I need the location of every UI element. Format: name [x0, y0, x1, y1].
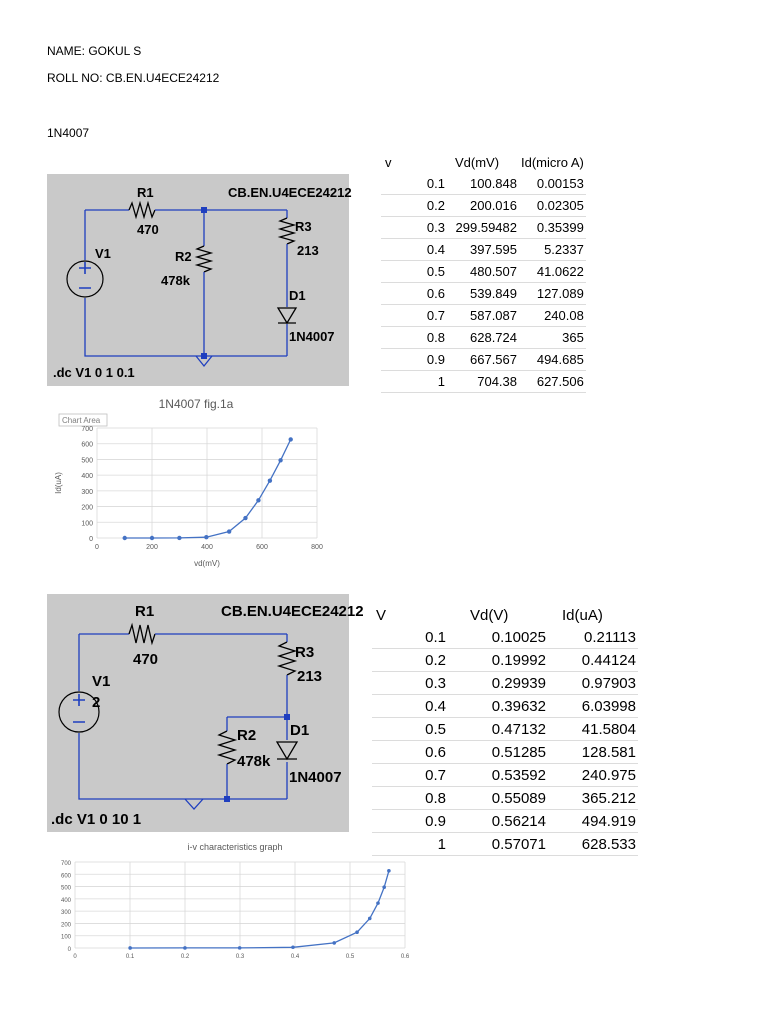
student-name: NAME: GOKUL S — [47, 44, 142, 58]
c2-d1-label: D1 — [290, 722, 310, 739]
chart-1 — [47, 388, 349, 586]
table-cell: 0.44124 — [548, 649, 638, 672]
header-cell: Id(micro A) — [521, 155, 584, 170]
series-line — [125, 439, 291, 538]
data-table-1 — [381, 152, 586, 393]
roll-number: ROLL NO: CB.EN.U4ECE24212 — [47, 71, 220, 85]
table-cell: 628.533 — [548, 833, 638, 856]
data-point — [289, 437, 293, 441]
table-cell: 299.59482 — [447, 217, 519, 239]
table-row — [381, 239, 586, 261]
table-cell: 128.581 — [548, 741, 638, 764]
header-cell: V — [376, 606, 387, 624]
y-tick-label: 300 — [60, 910, 71, 917]
data-point — [278, 458, 282, 462]
c1-r1-value: 470 — [137, 222, 159, 237]
table-cell: 0.6 — [381, 283, 447, 305]
x-tick-label: 600 — [256, 544, 268, 551]
table-cell: 127.089 — [519, 283, 586, 305]
data-point — [123, 536, 127, 540]
table-cell: 0.53592 — [448, 764, 548, 787]
table-cell: 200.016 — [447, 195, 519, 217]
table-cell: 0.47132 — [448, 718, 548, 741]
y-tick-label: 700 — [60, 861, 71, 867]
table-cell: 0.19992 — [448, 649, 548, 672]
table-cell: 494.919 — [548, 810, 638, 833]
c2-v1-value: 2 — [92, 694, 101, 711]
y-tick-label: 0 — [89, 536, 93, 543]
table-cell: 0.56214 — [448, 810, 548, 833]
circuit-1-drawing — [47, 174, 352, 386]
x-tick-label: 200 — [146, 544, 158, 551]
c2-r1-label: R1 — [135, 603, 155, 620]
chart-2-plot — [47, 840, 423, 962]
header-cell: v — [385, 155, 392, 170]
table-cell: 0.39632 — [448, 695, 548, 718]
table-cell: 397.595 — [447, 239, 519, 261]
table-row — [381, 283, 586, 305]
x-tick-label: 0.2 — [180, 954, 190, 960]
y-tick-label: 500 — [81, 457, 93, 465]
circuit-schematic-2 — [47, 594, 364, 832]
table-cell: 0.00153 — [519, 173, 586, 195]
table-cell: 365 — [519, 327, 586, 349]
y-tick-label: 600 — [81, 441, 93, 449]
c1-v1-label: V1 — [95, 246, 111, 261]
c2-r2-value: 478k — [237, 753, 271, 770]
table-row — [381, 327, 586, 349]
table-cell: 0.2 — [372, 649, 448, 672]
table-cell: 0.9 — [381, 349, 447, 371]
table-header — [372, 604, 638, 626]
table-cell: 494.685 — [519, 349, 586, 371]
table-row — [381, 261, 586, 283]
data-point — [204, 535, 208, 539]
c1-roll-label: CB.EN.U4ECE24212 — [228, 185, 352, 200]
table-row — [372, 764, 638, 787]
table-cell: 1 — [381, 371, 447, 393]
data-point — [238, 946, 242, 950]
data-point — [183, 946, 187, 950]
y-tick-label: 700 — [81, 426, 93, 433]
table-cell: 1 — [372, 833, 448, 856]
table-cell: 0.35399 — [519, 217, 586, 239]
table-cell: 100.848 — [447, 173, 519, 195]
table-cell: 0.4 — [372, 695, 448, 718]
data-point — [243, 516, 247, 520]
chart-1-plot — [47, 388, 349, 586]
x-tick-label: 0.1 — [125, 954, 135, 960]
data-point — [368, 917, 372, 921]
table-cell: 6.03998 — [548, 695, 638, 718]
header-cell: Vd(mV) — [455, 155, 500, 170]
table-cell: 0.3 — [372, 672, 448, 695]
table-cell: 41.0622 — [519, 261, 586, 283]
c2-r3-value: 213 — [297, 668, 323, 685]
c1-d1-label: D1 — [289, 288, 306, 303]
data-point — [177, 536, 181, 540]
table-row — [372, 810, 638, 833]
y-tick-label: 400 — [60, 897, 71, 904]
table-cell: 0.8 — [372, 787, 448, 810]
c2-roll-label: CB.EN.U4ECE24212 — [221, 603, 364, 620]
c1-d1-model: 1N4007 — [289, 329, 335, 344]
table-cell: 0.02305 — [519, 195, 586, 217]
table-cell: 0.57071 — [448, 833, 548, 856]
table-cell: 0.1 — [372, 626, 448, 649]
y-axis-label: Id(uA) — [54, 472, 63, 494]
table-cell: 41.5804 — [548, 718, 638, 741]
table-cell: 0.7 — [381, 305, 447, 327]
table-cell: 0.6 — [372, 741, 448, 764]
c2-r1-value: 470 — [133, 651, 159, 668]
table-cell: 628.724 — [447, 327, 519, 349]
data-point — [387, 869, 391, 873]
chart-area-tooltip: Chart Area — [62, 416, 101, 425]
data-point — [355, 930, 359, 934]
circuit-2-drawing — [47, 594, 364, 832]
c1-r3-label: R3 — [295, 219, 312, 234]
chart-title: i-v characteristics graph — [187, 842, 283, 852]
table-cell: 627.506 — [519, 371, 586, 393]
table-row — [372, 649, 638, 672]
table-row — [381, 195, 586, 217]
table-cell: 480.507 — [447, 261, 519, 283]
table-cell: 0.9 — [372, 810, 448, 833]
y-tick-label: 300 — [81, 488, 93, 496]
table-cell: 0.21113 — [548, 626, 638, 649]
table-cell: 0.97903 — [548, 672, 638, 695]
table-cell: 0.4 — [381, 239, 447, 261]
table-cell: 0.10025 — [448, 626, 548, 649]
c1-r3-value: 213 — [297, 243, 319, 258]
c2-directive: .dc V1 0 10 1 — [51, 811, 142, 828]
y-tick-label: 400 — [81, 473, 93, 481]
data-point — [291, 945, 295, 949]
x-tick-label: 800 — [311, 544, 323, 551]
c1-directive: .dc V1 0 1 0.1 — [53, 365, 135, 380]
data-point — [268, 478, 272, 482]
x-tick-label: 0.3 — [235, 954, 245, 960]
table-row — [381, 349, 586, 371]
y-tick-label: 600 — [60, 873, 71, 880]
x-tick-label: 400 — [201, 544, 213, 551]
table-cell: 240.08 — [519, 305, 586, 327]
diode-title: 1N4007 — [47, 126, 90, 140]
table-cell: 0.51285 — [448, 741, 548, 764]
table-cell: 0.55089 — [448, 787, 548, 810]
table-row — [372, 741, 638, 764]
c2-r2-label: R2 — [237, 727, 257, 744]
table-row — [381, 305, 586, 327]
chart-title: 1N4007 fig.1a — [158, 397, 234, 411]
table-cell: 0.1 — [381, 173, 447, 195]
table-row — [372, 672, 638, 695]
table-cell: 667.567 — [447, 349, 519, 371]
c1-r1-label: R1 — [137, 185, 154, 200]
table-row — [372, 626, 638, 649]
c2-d1-model: 1N4007 — [289, 769, 342, 786]
data-table-2 — [372, 604, 638, 856]
table-cell: 0.5 — [372, 718, 448, 741]
table-cell: 0.29939 — [448, 672, 548, 695]
data-point — [382, 885, 386, 889]
table-row — [381, 173, 586, 195]
y-tick-label: 500 — [60, 885, 71, 892]
y-tick-label: 100 — [81, 520, 93, 528]
table-row — [372, 718, 638, 741]
y-tick-label: 0 — [67, 947, 71, 953]
c1-r2-value: 478k — [161, 273, 190, 288]
table-row — [372, 787, 638, 810]
x-tick-label: 0 — [95, 544, 99, 551]
table-cell: 365.212 — [548, 787, 638, 810]
table-cell: 240.975 — [548, 764, 638, 787]
c2-r3-label: R3 — [295, 644, 315, 661]
c1-r2-label: R2 — [175, 249, 192, 264]
x-tick-label: 0.5 — [345, 954, 355, 960]
data-point — [150, 536, 154, 540]
table-row — [381, 371, 586, 393]
x-tick-label: 0.4 — [290, 954, 300, 960]
data-point — [332, 941, 336, 945]
x-tick-label: 0 — [73, 954, 77, 960]
header-cell: Id(uA) — [562, 606, 603, 624]
table-cell: 704.38 — [447, 371, 519, 393]
table-cell: 0.3 — [381, 217, 447, 239]
table-cell: 0.5 — [381, 261, 447, 283]
y-tick-label: 200 — [81, 504, 93, 512]
data-point — [128, 946, 132, 950]
header-cell: Vd(V) — [470, 606, 509, 624]
table-header — [381, 152, 586, 173]
table-cell: 0.2 — [381, 195, 447, 217]
table-cell: 587.087 — [447, 305, 519, 327]
x-tick-label: 0.6 — [400, 954, 410, 960]
c2-v1-label: V1 — [92, 673, 111, 690]
y-tick-label: 100 — [60, 934, 71, 941]
y-tick-label: 200 — [60, 922, 71, 929]
data-point — [256, 498, 260, 502]
circuit-schematic-1 — [47, 174, 352, 386]
x-axis-label: vd(mV) — [194, 559, 220, 568]
data-point — [376, 901, 380, 905]
chart-2 — [47, 840, 423, 962]
table-row — [372, 695, 638, 718]
table-cell: 5.2337 — [519, 239, 586, 261]
data-point — [227, 529, 231, 533]
table-cell: 0.7 — [372, 764, 448, 787]
table-cell: 0.8 — [381, 327, 447, 349]
table-cell: 539.849 — [447, 283, 519, 305]
table-row — [381, 217, 586, 239]
